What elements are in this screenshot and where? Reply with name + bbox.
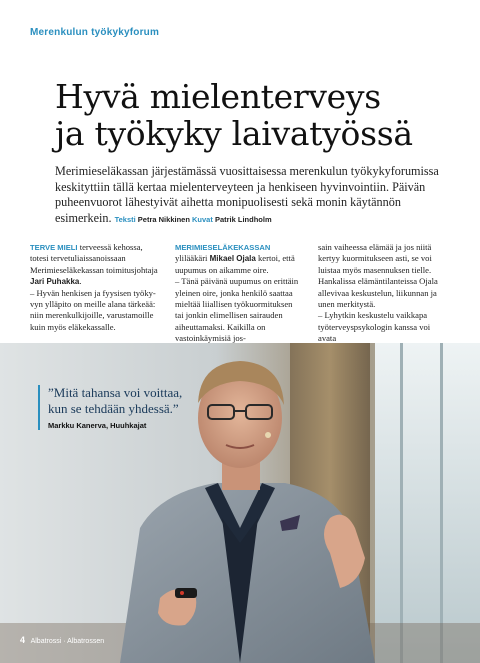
col1-paragraph-2: – Hyvän henkisen ja fyysisen työkyvyn ylläpito on meille alana tärkeää: niin merenkulkijoille, varustamoille kuin myös eläkekassalle. — [30, 287, 156, 332]
col1-text-a: terveessä kehossa, totesi tervetuliaissanoissaan Merimieseläkekassan toimitusjohtaja — [30, 242, 158, 275]
col3-paragraph-3: – Lyhytkin keskustelu vaikkapa työterveyspsykologin kanssa voi avata — [318, 310, 431, 344]
body-column-2 — [175, 242, 303, 345]
col1-lead-in: TERVE MIELI — [30, 243, 78, 252]
col2-paragraph-2: – Tänä päivänä uupumus on erittäin yleinen oire, jonka henkilö saattaa mieltää liiallisen työkuormituksen tai jonkin elimellisen sairauden aiheuttamaksi. Kaikilla on vastoinkäymisiä jos- — [175, 276, 299, 344]
article-lede — [55, 164, 440, 227]
col1-paragraph-1 — [30, 242, 158, 288]
title-line-1: Hyvä mielenterveys — [55, 77, 381, 116]
col2-lead-in: MERIMIESELÄKEKASSAN — [175, 243, 271, 252]
lede-text: Merimieseläkassan järjestämässä vuosittaisessa merenkulun työkykyforumissa keskityttiin tällä kertaa mielenterveyteen ja henkiseen hyvinvointiin. Päivän puheenvuorot lähestyivät aihetta monipuolisesti sekä monin käytännön esimerkein. — [55, 164, 439, 225]
page-number: 4 — [20, 635, 26, 645]
text-credit-author: Petra Nikkinen — [137, 214, 190, 224]
article-title — [55, 78, 455, 152]
col2-paragraph-1 — [175, 242, 303, 276]
quote-text: ”Mitä tahansa voi voittaa, kun se tehdään yhdessä.” — [48, 385, 183, 416]
section-tag: Merenkulun työkykyforum — [30, 27, 160, 38]
quote-author: Markku Kanerva, Huuhkajat — [48, 421, 147, 430]
page-footer — [20, 635, 104, 645]
body-column-1 — [30, 242, 158, 333]
col3-paragraph-1: sain vaiheessa elämää ja jos niitä kertyy kuormitukseen asti, se voi luistaa myös masennuksen tielle. — [318, 242, 432, 275]
photo-credit-label: Kuvat — [192, 214, 213, 224]
body-column-3 — [318, 242, 446, 345]
pull-quote — [38, 385, 198, 430]
person-name-puhakka: Jari Puhakka — [30, 277, 80, 287]
text-credit-label: Teksti — [114, 214, 136, 224]
col3-paragraph-2: Hankalissa elämäntilanteissa Ojala allevivaa keskustelun, liikunnan ja unen merkitystä. — [318, 276, 438, 310]
credits — [115, 215, 272, 224]
col1-text-b: . — [79, 276, 82, 287]
publication-name: Albatrossi · Albatrossen — [30, 638, 105, 645]
person-name-ojala: Mikael Ojala — [209, 254, 256, 264]
col2-text-a: ylilääkäri — [175, 253, 210, 264]
photo-credit-author: Patrik Lindholm — [214, 214, 272, 224]
title-line-2: ja työkyky laivatyössä — [55, 114, 413, 153]
col2-text-b: kertoi, että uupumus on aikamme oire. — [175, 253, 295, 275]
